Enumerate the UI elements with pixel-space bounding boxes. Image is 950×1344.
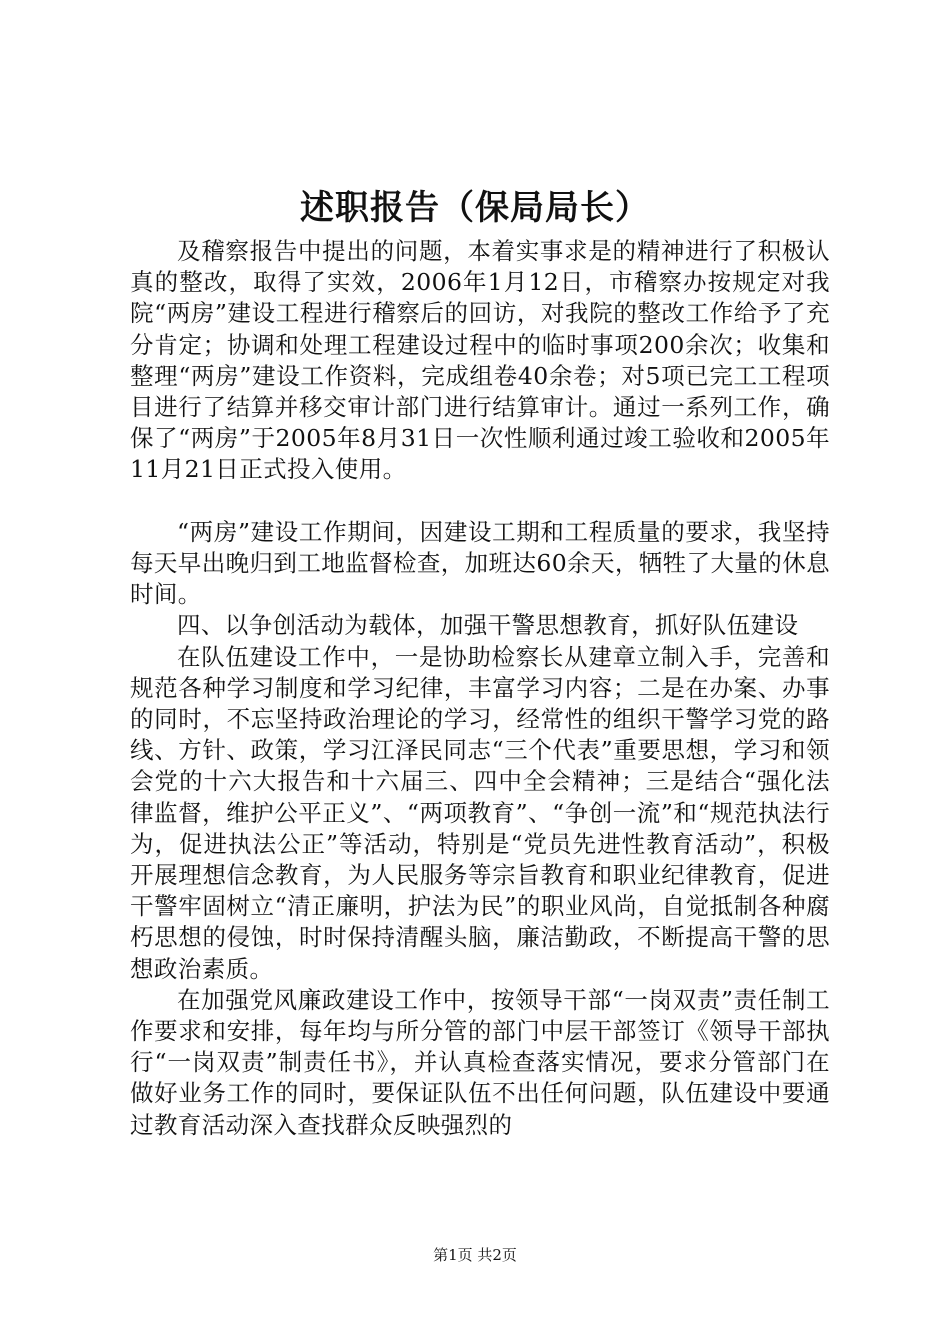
section-heading-team-building: 四、以争创活动为载体，加强干警思想教育，抓好队伍建设 [177, 611, 799, 640]
document-body [130, 236, 830, 1141]
paragraph-construction-overtime: “两房”建设工作期间，因建设工期和工程质量的要求，我坚持每天早出晚归到工地监督检查，加班达60余天，牺牲了大量的休息时间。 [130, 517, 830, 609]
document-title: 述职报告（保局局长） [300, 188, 650, 228]
paragraph-team-building: 在队伍建设工作中，一是协助检察长从建章立制入手，完善和规范各种学习制度和学习纪律，丰富学习内容；二是在办案、办事的同时，不忘坚持政治理论的学习，经常性的组织干警学习党的路线、方针、政策，学习江泽民同志“三个代表”重要思想，学习和领会党的十六大报告和十六届三、四中全会精神；三是结合“强化法律监督，维护公平正义”、“两项教育”、“争创一流”和“规范执法行为，促进执法公正”等活动，特别是“党员先进性教育活动”，积极开展理想信念教育，为人民服务等宗旨教育和职业纪律教育，促进干警牢固树立“清正廉明，护法为民”的职业风尚，自觉抵制各种腐朽思想的侵蚀，时时保持清醒头脑，廉洁勤政，不断提高干警的思想政治素质。 [130, 642, 830, 983]
paragraph-rectification: 及稽察报告中提出的问题，本着实事求是的精神进行了积极认真的整改，取得了实效，2006年1月12日，市稽察办按规定对我院“两房”建设工程进行稽察后的回访，对我院的整改工作给予了充分肯定；协调和处理工程建设过程中的临时事项200余次；收集和整理“两房”建设工作资料，完成组卷40余卷；对5项已完工工程项目进行了结算并移交审计部门进行结算审计。通过一系列工作，确保了“两房”于2005年8月31日一次性顺利通过竣工验收和2005年11月21日正式投入使用。 [130, 237, 830, 484]
paragraph-integrity: 在加强党风廉政建设工作中，按领导干部“一岗双责”责任制工作要求和安排，每年均与所分管的部门中层干部签订《领导干部执行“一岗双责”制责任书》，并认真检查落实情况，要求分管部门在做好业务工作的同时，要保证队伍不出任何问题，队伍建设中要通过教育活动深入查找群众反映强烈的 [130, 985, 830, 1139]
page-footer: 第1页 共2页 [433, 1246, 517, 1264]
paragraph-spacer [130, 486, 830, 517]
